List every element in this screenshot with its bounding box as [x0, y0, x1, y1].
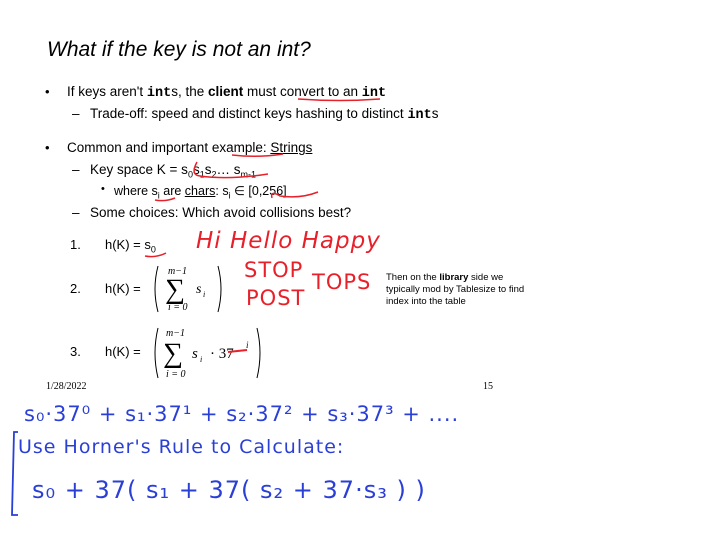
- subscript: m-1: [240, 169, 256, 180]
- text: Then on the: [386, 272, 440, 283]
- text: Key space K = s: [90, 162, 188, 177]
- code-int: int: [146, 86, 172, 101]
- subscript: 1: [199, 169, 205, 180]
- bullet-dot: •: [45, 140, 50, 155]
- text: must convert to an: [243, 84, 362, 99]
- choice-number: 2.: [70, 281, 81, 296]
- text: side we typically mod by Tablesize to find index into the table: [386, 272, 525, 307]
- handwritten-horner-expression: s₀ + 37( s₁ + 37( s₂ + 37·s₃ ) ): [32, 476, 426, 504]
- text: If keys aren't: [67, 84, 147, 99]
- text: s, the: [171, 84, 208, 99]
- bullet-dot: •: [45, 84, 50, 99]
- text: where s: [114, 184, 158, 198]
- text: s: [204, 162, 212, 177]
- handwritten-post: POST: [246, 286, 306, 310]
- text: h(K) = s: [105, 237, 151, 252]
- multiplier: · 37: [210, 346, 234, 362]
- handwritten-polynomial: s₀·37⁰ + s₁·37¹ + s₂·37² + s₃·37³ + ....: [24, 402, 460, 426]
- code-int: int: [361, 86, 387, 101]
- sum-upper: m−1: [168, 266, 187, 277]
- sigma-icon: ∑: [163, 338, 183, 369]
- subscript: 0: [187, 169, 193, 180]
- text: Trade-off: speed and distinct keys hashing to distinct: [90, 106, 408, 121]
- exponent: i: [246, 340, 249, 350]
- term-subscript: i: [203, 290, 206, 299]
- text: s: [431, 106, 439, 121]
- chars-word: chars: [184, 184, 216, 198]
- subscript: 2: [211, 169, 217, 180]
- code-int: int: [407, 108, 432, 123]
- term: s: [192, 346, 198, 362]
- subscript: i: [157, 190, 160, 201]
- term: s: [196, 282, 202, 297]
- footer-date: 1/28/2022: [46, 381, 87, 392]
- sigma-icon: ∑: [165, 274, 185, 305]
- text: … s: [216, 162, 241, 177]
- bullet-dot: •: [101, 183, 105, 195]
- choice-number: 3.: [70, 344, 81, 359]
- strings-word: Strings: [270, 140, 313, 155]
- handwritten-horners-rule: Use Horner's Rule to Calculate:: [18, 436, 345, 458]
- dash: –: [72, 162, 80, 177]
- client-word: client: [207, 84, 244, 99]
- text: ∈ [0,256]: [230, 184, 287, 198]
- handwritten-stop: STOP: [244, 258, 304, 282]
- text: are: [159, 184, 185, 198]
- subscript: 0: [150, 244, 156, 255]
- subscript: i: [228, 190, 231, 201]
- choice-formula-label: h(K) =: [105, 281, 141, 296]
- sub-bullet-choices: Some choices: Which avoid collisions best?: [90, 205, 352, 220]
- handwritten-tops: TOPS: [312, 270, 372, 294]
- handwritten-hi-hello-happy: Hi Hello Happy: [196, 228, 381, 254]
- sum-lower: i = 0: [166, 369, 186, 380]
- text: : s: [215, 184, 229, 198]
- sum-upper: m−1: [166, 328, 185, 339]
- choice-formula-label: h(K) =: [105, 344, 141, 359]
- term-subscript: i: [200, 355, 203, 364]
- bracket-mark: [12, 432, 18, 515]
- dash: –: [72, 106, 80, 121]
- choice-number: 1.: [70, 237, 81, 252]
- dash: –: [72, 205, 80, 220]
- sum-lower: i = 0: [168, 302, 188, 313]
- text: s: [192, 162, 200, 177]
- footer-page-number: 15: [483, 381, 493, 392]
- library-word: library: [439, 272, 469, 283]
- text: Common and important example:: [67, 140, 271, 155]
- slide-title: What if the key is not an int?: [47, 38, 311, 61]
